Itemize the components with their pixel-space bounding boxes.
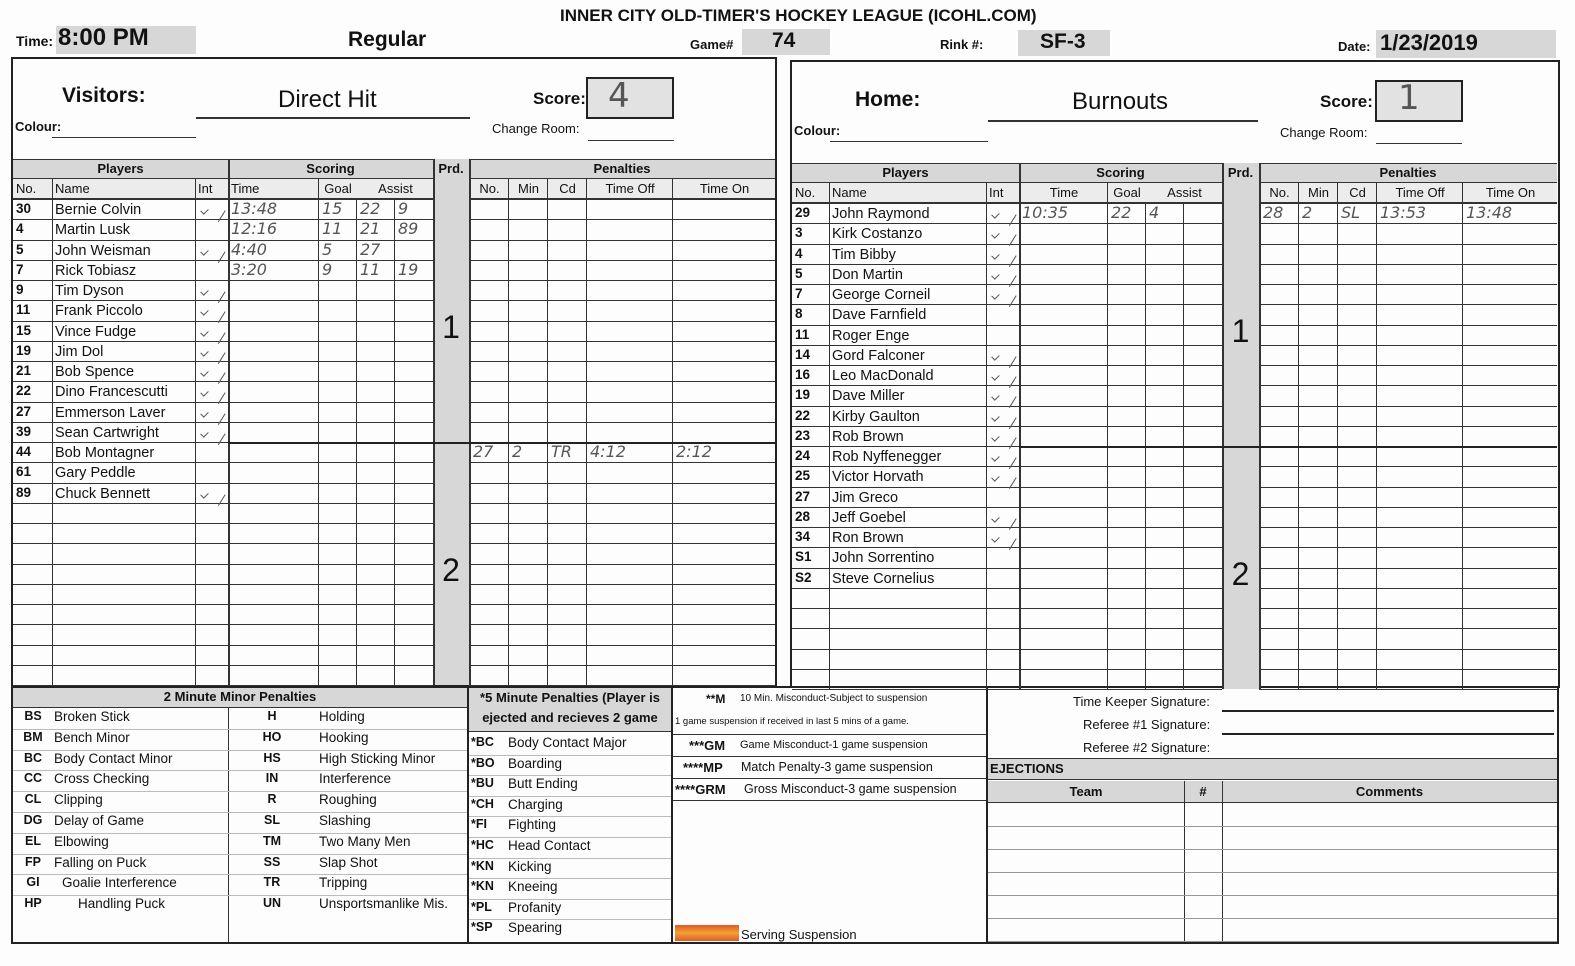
- home-player-name: Jim Greco: [832, 489, 899, 506]
- home-player-number: 19: [795, 387, 811, 403]
- home-player-number: 34: [795, 529, 811, 544]
- visitors-player-number: 15: [16, 322, 32, 338]
- minor-penalty-code: HP: [24, 896, 42, 911]
- minor-penalty-name: Falling on Puck: [54, 854, 147, 870]
- visitors-col-min: Min: [518, 181, 539, 196]
- visitors-player-name: John Weisman: [55, 242, 151, 259]
- gm-code: ***GM: [689, 738, 726, 753]
- visitors-change-room-label: Change Room:: [492, 121, 580, 136]
- home-col-name: Name: [832, 185, 867, 200]
- home-penalty-min: 2: [1302, 203, 1313, 222]
- visitors-col-cd: Cd: [559, 181, 576, 196]
- visitors-penalty-cd: TR: [551, 442, 572, 461]
- visitors-player-name: Frank Piccolo: [55, 303, 143, 320]
- visitors-goal-time: 12:16: [231, 219, 278, 239]
- gm-text: Game Misconduct-1 game suspension: [740, 739, 928, 751]
- visitors-player-name: Bob Spence: [55, 364, 135, 380]
- date-value: 1/23/2019: [1380, 30, 1478, 55]
- home-player-name: Dave Miller: [832, 388, 905, 405]
- home-player-intent-checkmark-icon: [988, 408, 1014, 426]
- home-player-intent-checkmark-icon: [988, 367, 1014, 385]
- home-player-number: 22: [795, 407, 811, 423]
- home-penalties-header: Penalties: [1379, 165, 1437, 180]
- minor-penalty-name: Body Contact Minor: [54, 750, 173, 766]
- visitors-col-penalty-no: No.: [479, 181, 500, 196]
- minor-penalty-name: Slap Shot: [319, 854, 378, 870]
- visitors-player-number: 5: [16, 241, 24, 257]
- visitors-player-intent-checkmark-icon: [197, 242, 223, 260]
- referee2-signature-label: Referee #2 Signature:: [1083, 740, 1211, 755]
- visitors-col-time: Time: [231, 181, 260, 196]
- home-players-header: Players: [882, 165, 929, 180]
- visitors-score-value: 4: [608, 76, 630, 116]
- minor-penalty-code: TM: [262, 833, 282, 848]
- serving-suspension-swatch: [675, 925, 739, 941]
- visitors-player-intent-checkmark-icon: [197, 485, 223, 503]
- visitors-player-number: 39: [16, 423, 32, 439]
- home-scoring-header: Scoring: [1096, 165, 1145, 180]
- home-col-time-on: Time On: [1485, 185, 1536, 200]
- home-player-intent-checkmark-icon: [988, 246, 1014, 264]
- visitors-label: Visitors:: [62, 84, 146, 107]
- minor-penalties-header: 2 Minute Minor Penalties: [163, 689, 317, 704]
- visitors-player-intent-checkmark-icon: [197, 363, 223, 381]
- minor-penalty-code: TR: [263, 875, 281, 890]
- visitors-player-intent-checkmark-icon: [197, 201, 223, 219]
- home-player-number: 3: [795, 225, 803, 241]
- visitors-player-intent-checkmark-icon: [197, 383, 223, 401]
- major-penalty-code: *BU: [471, 776, 494, 791]
- visitors-goal-assist-1: 27: [360, 239, 381, 259]
- minor-penalty-name: Slashing: [319, 813, 371, 828]
- visitors-goal-assist-1: 11: [360, 259, 381, 279]
- home-player-number: 8: [795, 306, 803, 322]
- major-penalty-name: Kicking: [508, 858, 552, 874]
- visitors-penalty-no: 27: [473, 442, 494, 461]
- minor-penalty-code: GI: [26, 875, 40, 890]
- referee1-signature-label: Referee #1 Signature:: [1083, 717, 1211, 732]
- rink-label: Rink #:: [940, 37, 984, 52]
- home-prd-header: Prd.: [1227, 165, 1254, 180]
- minor-penalty-code: UN: [262, 896, 282, 911]
- minor-penalty-name: Interference: [319, 771, 392, 787]
- minor-penalty-code: BS: [24, 709, 42, 723]
- visitors-col-time-off: Time Off: [605, 181, 655, 196]
- visitors-goal-scorer: 5: [322, 239, 333, 259]
- game-type: Regular: [348, 28, 427, 51]
- visitors-col-time-on: Time On: [699, 181, 750, 196]
- home-goal-time: 10:35: [1022, 203, 1069, 222]
- visitors-period-1-label: 1: [442, 308, 460, 345]
- home-penalty-on: 13:48: [1466, 203, 1513, 222]
- home-player-name: Roger Enge: [832, 327, 910, 344]
- home-player-name: Kirk Costanzo: [832, 226, 923, 243]
- home-player-intent-checkmark-icon: [988, 448, 1014, 466]
- visitors-goal-scorer: 9: [322, 259, 333, 279]
- visitors-goal-assist-2: 89: [398, 219, 419, 239]
- visitors-goal-time: 3:20: [231, 259, 267, 279]
- minor-penalty-code: FP: [25, 854, 41, 869]
- home-player-intent-checkmark-icon: [988, 347, 1014, 365]
- major-penalty-name: Fighting: [508, 817, 557, 833]
- minor-penalty-name: High Sticking Minor: [319, 750, 436, 766]
- visitors-player-name: Jim Dol: [55, 343, 104, 360]
- home-player-intent-checkmark-icon: [988, 468, 1014, 486]
- home-penalty-no: 28: [1263, 203, 1284, 222]
- home-player-name: Ron Brown: [832, 530, 904, 546]
- mp-text: Match Penalty-3 game suspension: [741, 760, 933, 774]
- visitors-player-name: Dino Francescutti: [55, 384, 168, 401]
- visitors-col-int: Int: [198, 181, 213, 196]
- visitors-player-name: Martin Lusk: [55, 222, 130, 239]
- minor-penalty-code: EL: [25, 833, 41, 848]
- minor-penalty-code: HS: [263, 750, 281, 765]
- major-penalty-code: *SP: [471, 920, 493, 935]
- home-player-number: 29: [795, 205, 811, 220]
- home-col-penalty-no: No.: [1269, 185, 1290, 200]
- ejections-col-number: #: [1199, 784, 1207, 799]
- major-penalty-name: Profanity: [508, 899, 562, 915]
- home-period-2-label: 2: [1231, 555, 1250, 592]
- time-value: 8:00 PM: [58, 24, 149, 51]
- visitors-goal-assist-2: 19: [398, 259, 419, 279]
- visitors-player-name: Tim Dyson: [55, 283, 124, 299]
- home-player-name: Rob Brown: [832, 428, 904, 445]
- visitors-penalty-off: 4:12: [590, 442, 626, 461]
- home-score-label: Score:: [1320, 92, 1373, 111]
- home-player-number: S1: [795, 549, 812, 565]
- grm-text: Gross Misconduct-3 game suspension: [744, 782, 957, 796]
- misconduct-text-1: 10 Min. Misconduct-Subject to suspension: [740, 693, 928, 704]
- visitors-score-box: [586, 77, 674, 119]
- home-player-intent-checkmark-icon: [988, 266, 1014, 284]
- home-player-number: 4: [795, 245, 803, 261]
- visitors-period-2-label: 2: [442, 551, 460, 588]
- minor-penalty-name: Hooking: [319, 729, 369, 745]
- home-player-number: 7: [795, 286, 803, 301]
- home-player-intent-checkmark-icon: [988, 428, 1014, 446]
- visitors-penalty-on: 2:12: [676, 442, 712, 461]
- visitors-player-name: Bob Montagner: [55, 445, 155, 461]
- timekeeper-signature-label: Time Keeper Signature:: [1073, 694, 1210, 709]
- home-colour-label: Colour:: [794, 123, 841, 138]
- home-penalty-off: 13:53: [1380, 203, 1427, 222]
- visitors-player-intent-checkmark-icon: [197, 302, 223, 320]
- visitors-col-goal: Goal: [324, 181, 352, 196]
- ejections-col-comments: Comments: [1355, 784, 1424, 799]
- visitors-player-intent-checkmark-icon: [197, 424, 223, 442]
- minor-penalty-code: SL: [264, 813, 280, 827]
- major-penalty-code: *BC: [471, 735, 494, 749]
- home-period-1-label: 1: [1231, 312, 1250, 349]
- minor-penalty-name: Goalie Interference: [62, 875, 177, 891]
- home-player-number: S2: [795, 569, 812, 585]
- visitors-player-name: Gary Peddle: [55, 465, 136, 482]
- visitors-goal-time: 13:48: [231, 199, 278, 218]
- home-score-value: 1: [1398, 78, 1420, 118]
- major-penalty-code: *CH: [471, 796, 494, 811]
- home-player-name: Tim Bibby: [832, 246, 896, 263]
- date-label: Date:: [1338, 39, 1371, 54]
- minor-penalty-code: H: [267, 709, 277, 723]
- minor-penalty-name: Bench Minor: [54, 729, 130, 745]
- home-goal-scorer: 22: [1111, 203, 1132, 222]
- home-col-int: Int: [989, 185, 1004, 200]
- home-player-name: John Sorrentino: [832, 550, 935, 567]
- misconduct-text-2: 1 game suspension if received in last 5 mins of a game.: [675, 716, 909, 727]
- home-player-number: 24: [795, 448, 811, 463]
- visitors-player-number: 11: [16, 302, 31, 318]
- visitors-goal-time: 4:40: [231, 239, 267, 259]
- visitors-col-no: No.: [16, 181, 37, 196]
- visitors-penalty-min: 2: [512, 442, 523, 461]
- major-penalty-name: Kneeing: [508, 879, 558, 895]
- minor-penalty-name: Holding: [319, 709, 365, 724]
- minor-penalty-name: Delay of Game: [54, 813, 145, 828]
- visitors-player-intent-checkmark-icon: [197, 343, 223, 361]
- home-player-intent-checkmark-icon: [988, 205, 1014, 223]
- major-penalties-header-1: *5 Minute Penalties (Player is: [480, 690, 660, 705]
- visitors-player-number: 21: [16, 363, 32, 378]
- home-change-room-label: Change Room:: [1280, 125, 1368, 140]
- grm-code: ****GRM: [675, 782, 726, 797]
- home-player-name: Victor Horvath: [832, 469, 924, 486]
- misconduct-code: **M: [706, 692, 726, 706]
- home-player-number: 11: [795, 326, 810, 342]
- major-penalty-name: Butt Ending: [508, 776, 578, 792]
- home-player-intent-checkmark-icon: [988, 387, 1014, 405]
- visitors-player-name: Bernie Colvin: [55, 202, 142, 218]
- major-penalty-name: Boarding: [508, 755, 563, 771]
- minor-penalty-name: Tripping: [319, 875, 368, 891]
- home-player-number: 25: [795, 468, 811, 484]
- home-player-name: Rob Nyffenegger: [832, 449, 942, 465]
- visitors-goal-assist-1: 21: [360, 219, 381, 239]
- visitors-player-number: 44: [16, 444, 32, 459]
- ejections-col-team: Team: [1069, 784, 1103, 799]
- home-col-no: No.: [795, 185, 816, 200]
- referee1-signature-line[interactable]: [1222, 733, 1554, 735]
- visitors-score-label: Score:: [533, 89, 586, 108]
- minor-penalty-name: Elbowing: [54, 833, 109, 849]
- visitors-player-number: 4: [16, 221, 24, 237]
- game-label: Game#: [690, 37, 734, 52]
- timekeeper-signature-line[interactable]: [1222, 710, 1554, 712]
- home-player-number: 28: [795, 508, 811, 524]
- major-penalty-name: Charging: [508, 796, 563, 812]
- minor-penalty-name: Cross Checking: [54, 771, 150, 787]
- home-player-name: Don Martin: [832, 266, 903, 283]
- visitors-player-number: 30: [16, 201, 32, 216]
- major-penalties-header-2: ejected and recieves 2 game: [482, 710, 658, 725]
- visitors-player-number: 27: [16, 403, 32, 419]
- major-penalty-code: *FI: [471, 817, 487, 832]
- game-value: 74: [772, 29, 796, 52]
- home-player-name: Steve Cornelius: [832, 570, 935, 587]
- visitors-player-name: Sean Cartwright: [55, 424, 159, 441]
- home-player-intent-checkmark-icon: [988, 509, 1014, 527]
- mp-code: ****MP: [683, 760, 723, 775]
- home-label: Home:: [855, 88, 921, 111]
- home-col-goal: Goal: [1113, 185, 1141, 200]
- home-player-intent-checkmark-icon: [988, 286, 1014, 304]
- home-player-number: 5: [795, 265, 803, 281]
- major-penalty-name: Body Contact Major: [508, 735, 627, 750]
- time-label: Time:: [16, 33, 54, 49]
- home-col-min: Min: [1308, 185, 1329, 200]
- rink-value: SF-3: [1040, 30, 1086, 53]
- visitors-player-intent-checkmark-icon: [197, 323, 223, 341]
- visitors-player-number: 19: [16, 342, 32, 358]
- minor-penalty-code: SS: [263, 854, 281, 869]
- visitors-goal-assist-2: 9: [398, 199, 409, 218]
- home-player-name: George Corneil: [832, 287, 931, 303]
- home-player-number: 23: [795, 427, 811, 443]
- home-player-name: Jeff Goebel: [832, 509, 906, 526]
- visitors-player-name: Emmerson Laver: [55, 404, 166, 421]
- visitors-player-number: 22: [16, 383, 32, 399]
- home-period-column: [1222, 163, 1259, 689]
- visitors-player-intent-checkmark-icon: [197, 404, 223, 422]
- visitors-player-number: 89: [16, 484, 32, 500]
- minor-penalty-code: BM: [23, 729, 43, 744]
- major-penalty-name: Spearing: [508, 920, 563, 936]
- visitors-penalties-header: Penalties: [593, 161, 651, 176]
- ejections-title: EJECTIONS: [990, 761, 1064, 776]
- minor-penalty-code: BC: [23, 750, 43, 765]
- home-player-intent-checkmark-icon: [988, 225, 1014, 243]
- visitors-col-assist: Assist: [378, 181, 413, 196]
- minor-penalty-name: Roughing: [319, 792, 377, 808]
- visitors-players-header: Players: [97, 161, 144, 176]
- home-player-intent-checkmark-icon: [988, 529, 1014, 547]
- visitors-player-name: Rick Tobiasz: [55, 262, 137, 279]
- home-player-name: Dave Farnfield: [832, 307, 927, 324]
- visitors-col-name: Name: [55, 181, 90, 196]
- home-player-name: Leo MacDonald: [832, 368, 934, 384]
- visitors-player-intent-checkmark-icon: [197, 282, 223, 300]
- major-penalty-name: Head Contact: [508, 838, 591, 853]
- home-col-time: Time: [1049, 185, 1079, 200]
- home-team-name: Burnouts: [1072, 88, 1169, 115]
- visitors-team-name: Direct Hit: [278, 86, 377, 113]
- minor-penalty-code: CC: [23, 771, 43, 786]
- visitors-goal-scorer: 11: [322, 219, 343, 239]
- major-penalty-code: *KN: [471, 858, 494, 873]
- home-player-number: 27: [795, 488, 811, 504]
- visitors-scoring-header: Scoring: [306, 161, 355, 176]
- home-col-cd: Cd: [1349, 185, 1366, 200]
- visitors-goal-scorer: 15: [322, 199, 343, 218]
- home-player-number: 16: [795, 367, 811, 382]
- minor-penalty-code: IN: [265, 771, 279, 786]
- visitors-goal-assist-1: 22: [360, 199, 381, 218]
- minor-penalty-code: R: [267, 792, 277, 807]
- home-player-name: Gord Falconer: [832, 347, 925, 364]
- minor-penalty-name: Two Many Men: [319, 833, 411, 849]
- home-player-number: 14: [795, 346, 811, 362]
- serving-suspension-label: Serving Suspension: [741, 927, 857, 942]
- minor-penalty-code: CL: [24, 792, 42, 807]
- home-col-assist: Assist: [1167, 185, 1202, 200]
- major-penalty-code: *BO: [471, 755, 495, 770]
- visitors-colour-label: Colour:: [15, 119, 62, 134]
- visitors-player-number: 61: [16, 464, 32, 480]
- league-title: INNER CITY OLD-TIMER'S HOCKEY LEAGUE (ICOHL.COM): [560, 6, 1037, 25]
- visitors-player-name: Chuck Bennett: [55, 485, 151, 502]
- minor-penalty-code: HO: [262, 729, 282, 744]
- home-penalty-cd: SL: [1341, 203, 1361, 222]
- home-goal-assist-1: 4: [1149, 203, 1160, 222]
- visitors-prd-header: Prd.: [438, 161, 464, 176]
- visitors-period-column: [433, 159, 469, 685]
- visitors-player-number: 7: [16, 261, 24, 277]
- major-penalty-code: *PL: [471, 899, 492, 914]
- visitors-player-number: 9: [16, 282, 24, 297]
- visitors-player-name: Vince Fudge: [55, 323, 137, 340]
- major-penalty-code: *KN: [471, 879, 494, 894]
- home-player-name: John Raymond: [832, 206, 930, 222]
- major-penalty-code: *HC: [471, 838, 494, 852]
- home-col-time-off: Time Off: [1395, 185, 1445, 200]
- minor-penalty-name: Unsportsmanlike Mis.: [319, 896, 449, 912]
- minor-penalty-name: Clipping: [54, 792, 103, 808]
- home-player-name: Kirby Gaulton: [832, 408, 920, 425]
- minor-penalty-name: Broken Stick: [54, 709, 130, 724]
- minor-penalty-name: Handling Puck: [78, 896, 166, 912]
- minor-penalty-code: DG: [23, 813, 43, 827]
